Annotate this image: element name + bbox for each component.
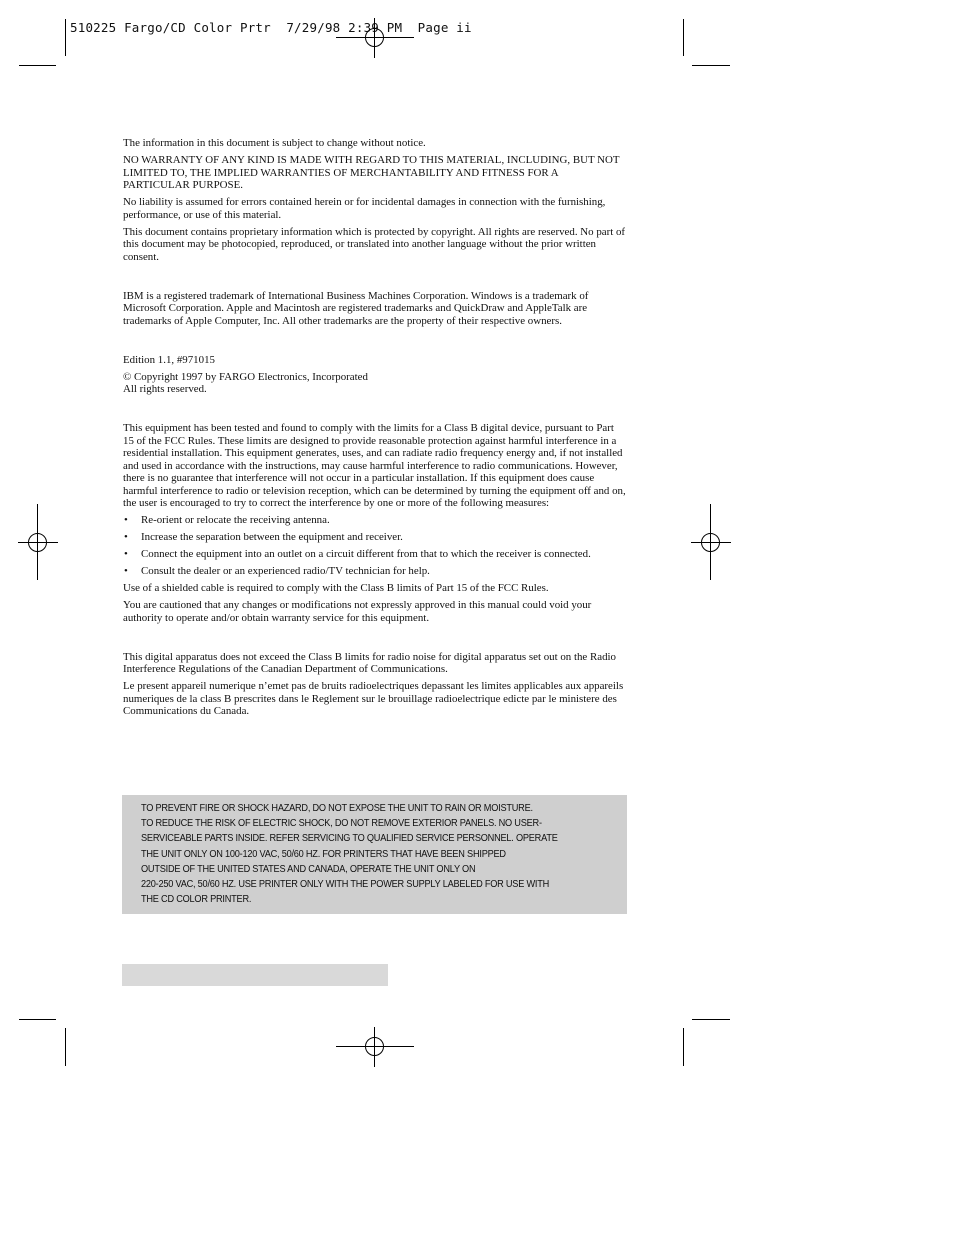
copyright-line: © Copyright 1997 by FARGO Electronics, Incorporated xyxy=(123,370,368,383)
shielded-cable-notice: Use of a shielded cable is required to comply with the Class B limits of Part 15 of the FCC Rules. xyxy=(123,582,549,594)
fcc-statement: This equipment has been tested and found to comply with the limits for a Class B digital device, pursuant to Part 15 of the FCC Rules. These limits are designed to provide reasonable protection against harmful interference in a residential installation. This equipment generates, uses, and can radiate radio frequency energy and, if not installed and used in accordance with the instructions, may cause harmful interference to radio communications. However, there is no guarantee that interference will not occur in a particular installation. If this equipment does cause harmful interference to radio or television reception, which can be determined by turning the equipment off and on, the user is encouraged to try to correct the interference by one or more of the following measures: xyxy=(123,422,626,509)
warning-line: TO REDUCE THE RISK OF ELECTRIC SHOCK, DO NOT REMOVE EXTERIOR PANELS. NO USER- xyxy=(141,818,542,830)
change-notice: The information in this document is subject to change without notice. xyxy=(123,137,426,149)
bullet: • xyxy=(124,548,128,560)
warning-line: TO PREVENT FIRE OR SHOCK HAZARD, DO NOT EXPOSE THE UNIT TO RAIN OR MOISTURE. xyxy=(141,803,533,814)
registration-mark-icon xyxy=(691,504,731,580)
crop-mark xyxy=(683,19,684,56)
crop-mark xyxy=(19,65,56,66)
copyright-block xyxy=(123,371,626,396)
crop-mark xyxy=(19,1019,56,1020)
rights-reserved-line: All rights reserved. xyxy=(123,383,207,395)
canada-notice-english: This digital apparatus does not exceed the Class B limits for radio noise for digital apparatus set out on the Radio Interference Regulations of the Canadian Department of Communications. xyxy=(123,650,616,675)
list-item: • Connect the equipment into an outlet on a circuit different from that to which the receiver is connected. xyxy=(124,548,591,560)
no-liability-notice: No liability is assumed for errors contained herein or for incidental damages in connection with the furnishing, performance, or use of this material. xyxy=(123,196,606,221)
warning-line: SERVICEABLE PARTS INSIDE. REFER SERVICING TO QUALIFIED SERVICE PERSONNEL. OPERATE xyxy=(141,833,558,845)
registration-mark-icon xyxy=(336,1027,414,1067)
edition-line: Edition 1.1, #971015 xyxy=(123,353,215,366)
crop-mark xyxy=(65,19,66,56)
registration-mark-icon xyxy=(336,18,414,58)
bullet: • xyxy=(124,531,128,543)
bullet: • xyxy=(124,514,128,526)
crop-mark xyxy=(65,1028,66,1066)
list-item: • Re-orient or relocate the receiving antenna. xyxy=(124,514,330,526)
warning-line: 220-250 VAC, 50/60 HZ. USE PRINTER ONLY WITH THE POWER SUPPLY LABELED FOR USE WITH xyxy=(141,879,550,891)
warning-line: THE UNIT ONLY ON 100-120 VAC, 50/60 HZ. FOR PRINTERS THAT HAVE BEEN SHIPPED xyxy=(141,848,506,860)
list-item: • Consult the dealer or an experienced radio/TV technician for help. xyxy=(124,565,430,577)
crop-mark xyxy=(692,1019,730,1020)
footer-bar xyxy=(122,964,388,986)
no-warranty-notice: NO WARRANTY OF ANY KIND IS MADE WITH REGARD TO THIS MATERIAL, INCLUDING, BUT NOT LIMITED TO, THE IMPLIED WARRANTIES OF MERCHANTABILITY AND FITNESS FOR A PARTICULAR PURPOSE. xyxy=(123,154,620,191)
crop-mark xyxy=(692,65,730,66)
print-slug-line: 510225 Fargo/CD Color Prtr 7/29/98 2:39 PM Page ii xyxy=(70,20,472,35)
canada-notice-french: Le present appareil numerique n’emet pas de bruits radioelectriques depassant les limites applicables aux appareils numeriques de la class B prescrites dans le Reglement sur le brouillage radioelectrique edicte par le ministere des Communications du Canada. xyxy=(123,680,624,717)
legal-notices xyxy=(123,137,626,722)
safety-warning-text xyxy=(141,801,610,907)
trademarks-notice: IBM is a registered trademark of International Business Machines Corporation. Windows is a trademark of Microsoft Corporation. Apple and Macintosh are registered trademarks and QuickDraw and AppleTalk are trademarks of Apple Computer, Inc. All other trademarks are the property of their respective owners. xyxy=(123,289,589,327)
crop-mark xyxy=(683,1028,684,1066)
fcc-measures-list xyxy=(123,514,626,578)
modification-caution: You are cautioned that any changes or modifications not expressly approved in this manual could void your authority to operate and/or obtain warranty service for this equipment. xyxy=(123,599,592,624)
proprietary-notice: This document contains proprietary information which is protected by copyright. All rights are reserved. No part of this document may be photocopied, reproduced, or translated into another language without the prior written consent. xyxy=(123,225,626,263)
warning-line: THE CD COLOR PRINTER. xyxy=(141,894,252,906)
list-item: • Increase the separation between the equipment and receiver. xyxy=(124,531,403,543)
warning-line: OUTSIDE OF THE UNITED STATES AND CANADA, OPERATE THE UNIT ONLY ON xyxy=(141,863,476,875)
bullet: • xyxy=(124,565,128,577)
registration-mark-icon xyxy=(18,504,58,580)
safety-warning-box xyxy=(122,795,627,914)
